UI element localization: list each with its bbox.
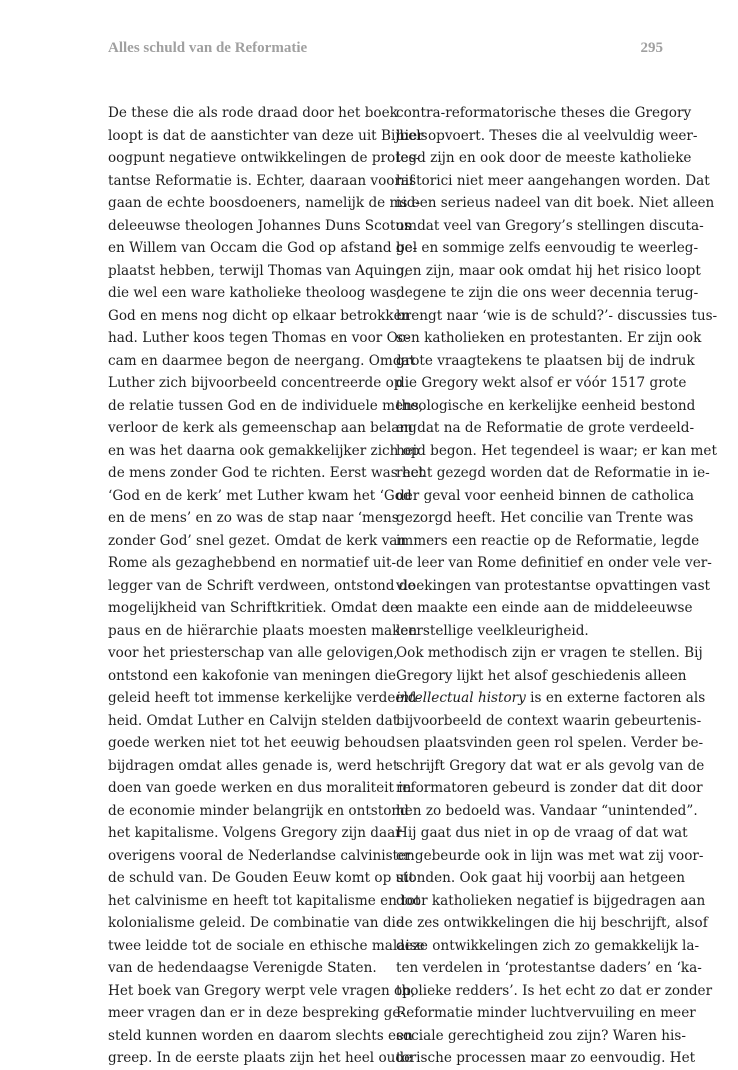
- text-line: tholieke redders’. Is het echt zo dat er zonder: [396, 982, 713, 999]
- text-line: Luther zich bijvoorbeeld concentreerde op: [108, 375, 403, 391]
- text-line: plaatst hebben, terwijl Thomas van Aquino,: [108, 262, 409, 279]
- text-line: torische processen maar zo eenvoudig. Het: [396, 1050, 696, 1066]
- text-line: verloor de kerk als gemeenschap aan belang: [108, 420, 417, 436]
- text-line: gen zijn, maar ook omdat hij het risico loopt: [396, 262, 701, 279]
- text-line: bel en sommige zelfs eenvoudig te weerleg-: [396, 240, 699, 256]
- text-line: en de mens’ en zo was de stap naar ‘mens: [108, 510, 399, 526]
- text-line: mogelijkheid van Schriftkritiek. Omdat de: [108, 600, 399, 616]
- text-line: gezorgd heeft. Het concilie van Trente was: [396, 510, 694, 526]
- text-line: de zes ontwikkelingen die hij beschrijft, alsof: [396, 915, 708, 931]
- text-line: vloekingen van protestantse opvattingen vast: [396, 577, 711, 594]
- text-line: legd zijn en ook door de meeste katholieke: [396, 150, 692, 166]
- text-line: en was het daarna ook gemakkelijker zich op: [108, 442, 420, 459]
- text-line: degene te zijn die ons weer decennia terug-: [396, 285, 699, 301]
- text-line: God en mens nog dicht op elkaar betrokken: [108, 307, 411, 324]
- text-line: brengt naar ‘wie is de schuld?’- discussies tus-: [396, 307, 718, 324]
- text-line: Reformatie minder luchtvervuiling en meer: [396, 1005, 696, 1021]
- text-line: ‘God en de kerk’ met Luther kwam het ‘God: [108, 487, 412, 504]
- text-line: de relatie tussen God en de individuele mens,: [108, 397, 424, 414]
- text-line: doen van goede werken en dus moraliteit in: [108, 780, 412, 796]
- text-line: bijvoorbeeld de context waarin gebeurtenis-: [396, 712, 702, 729]
- text-line: omdat veel van Gregory’s stellingen discuta-: [396, 217, 704, 234]
- text-line: Rome als gezaghebbend en normatief uit-: [108, 555, 397, 571]
- text-line: zonder God’ snel gezet. Omdat de kerk van: [108, 532, 407, 549]
- text-line: meer vragen dan er in deze bespreking ge-: [108, 1005, 406, 1021]
- text-line: der geval voor eenheid binnen de catholica: [396, 487, 694, 504]
- text-line: Gregory lijkt het alsof geschiedenis alleen: [396, 667, 687, 684]
- text-line: De these die als rode draad door het boek: [108, 105, 398, 121]
- text-line: Het boek van Gregory werpt vele vragen op,: [108, 982, 416, 999]
- text-line: die wel een ware katholieke theoloog was,: [108, 285, 401, 301]
- text-line: door katholieken negatief is bijgedragen aan: [396, 892, 706, 909]
- text-line: heid begon. Het tegendeel is waar; er kan met: [396, 442, 717, 459]
- text-line: paus en de hiërarchie plaats moesten maken: [108, 622, 418, 639]
- text-line: loopt is dat de aanstichter van deze uit Bijbels: [108, 127, 428, 144]
- text-line: heid. Omdat Luther en Calvijn stelden dat: [108, 712, 399, 729]
- text-line: overigens vooral de Nederlandse calvinisten: [108, 847, 415, 864]
- text-line: en Willem van Occam die God op afstand ge-: [108, 240, 418, 256]
- text-line: is een serieus nadeel van dit boek. Niet alleen: [396, 195, 715, 211]
- text-line: theologische en kerkelijke eenheid bestond: [396, 397, 696, 414]
- text-line: contra-reformatorische theses die Gregory: [396, 105, 692, 121]
- text-line: er gebeurde ook in lijn was met wat zij voor-: [396, 847, 704, 864]
- text-line: cam en daarmee begon de neergang. Omdat: [108, 352, 416, 369]
- text-line: het calvinisme en heeft tot kapitalisme en tot: [108, 892, 421, 909]
- text-line: historici niet meer aangehangen worden. Dat: [396, 172, 710, 189]
- text-line: ontstond een kakofonie van meningen die: [108, 667, 396, 684]
- text-line: [396, 687, 706, 710]
- text-line: had. Luther koos tegen Thomas en voor Oc-: [108, 330, 410, 346]
- text-line: ten verdelen in ‘protestantse daders’ en ‘ka-: [396, 960, 702, 976]
- text-fragment: is en externe factoren als: [525, 690, 706, 706]
- left-text-column: [108, 102, 428, 1070]
- text-line: voor het priesterschap van alle gelovigen,: [108, 645, 398, 661]
- text-line: de mens zonder God te richten. Eerst was het: [108, 465, 425, 481]
- text-line: Ook methodisch zijn er vragen te stellen. Bij: [396, 645, 703, 661]
- text-line: stonden. Ook gaat hij voorbij aan hetgeen: [396, 870, 685, 886]
- text-line: twee leidde tot de sociale en ethische malaise: [108, 937, 425, 954]
- text-line: hier opvoert. Theses die al veelvuldig weer-: [396, 127, 698, 144]
- text-line: de schuld van. De Gouden Eeuw komt op uit: [108, 870, 415, 886]
- text-line: leerstellige veelkleurigheid.: [396, 622, 589, 639]
- page-number: 295: [640, 40, 663, 56]
- text-line: die Gregory wekt alsof er vóór 1517 grote: [396, 375, 687, 391]
- text-line: kolonialisme geleid. De combinatie van die: [108, 915, 404, 931]
- text-line: Hij gaat dus niet in op de vraag of dat wat: [396, 825, 688, 841]
- text-line: goede werken niet tot het eeuwig behoud: [108, 735, 396, 751]
- text-line: de economie minder belangrijk en ontstond: [108, 802, 409, 819]
- text-line: sociale gerechtigheid zou zijn? Waren his-: [396, 1027, 686, 1044]
- text-line: sen plaatsvinden geen rol spelen. Verder be-: [396, 735, 704, 751]
- text-line: legger van de Schrift verdween, ontstond de: [108, 577, 416, 594]
- text-line: recht gezegd worden dat de Reformatie in ie-: [396, 465, 710, 481]
- text-line: geleid heeft tot immense kerkelijke verdeeld-: [108, 690, 422, 706]
- italic-term: intellectual history: [396, 690, 526, 706]
- text-line: schrijft Gregory dat wat er als gevolg van de: [396, 757, 705, 774]
- running-title: Alles schuld van de Reformatie: [108, 40, 308, 56]
- text-line: reformatoren gebeurd is zonder dat dit door: [396, 780, 703, 796]
- text-line: deze ontwikkelingen zich zo gemakkelijk la-: [396, 937, 700, 954]
- text-line: en maakte een einde aan de middeleeuwse: [396, 600, 693, 616]
- text-line: oogpunt negatieve ontwikkelingen de protes-: [108, 150, 421, 166]
- text-line: greep. In de eerste plaats zijn het heel oude: [108, 1050, 413, 1066]
- text-line: steld kunnen worden en daarom slechts een: [108, 1027, 413, 1044]
- text-line: gaan de echte boosdoeners, namelijk de mid-: [108, 195, 421, 211]
- text-line: van de hedendaagse Verenigde Staten.: [108, 960, 377, 976]
- text-line: en dat na de Reformatie de grote verdeeld-: [396, 420, 695, 436]
- text-line: het kapitalisme. Volgens Gregory zijn daar: [108, 825, 402, 841]
- text-line: sen katholieken en protestanten. Er zijn ook: [396, 330, 702, 346]
- right-text-column: [396, 102, 718, 1070]
- running-header: [108, 40, 663, 62]
- text-line: grote vraagtekens te plaatsen bij de indruk: [396, 352, 695, 369]
- text-line: deleeuwse theologen Johannes Duns Scotus: [108, 217, 412, 234]
- text-line: immers een reactie op de Reformatie, legde: [396, 532, 700, 549]
- text-line: tantse Reformatie is. Echter, daaraan vooraf: [108, 172, 415, 189]
- text-line: bijdragen omdat alles genade is, werd het: [108, 757, 399, 774]
- text-line: de leer van Rome definitief en onder vele ver-: [396, 555, 712, 571]
- text-line: hen zo bedoeld was. Vandaar “unintended”.: [396, 802, 698, 819]
